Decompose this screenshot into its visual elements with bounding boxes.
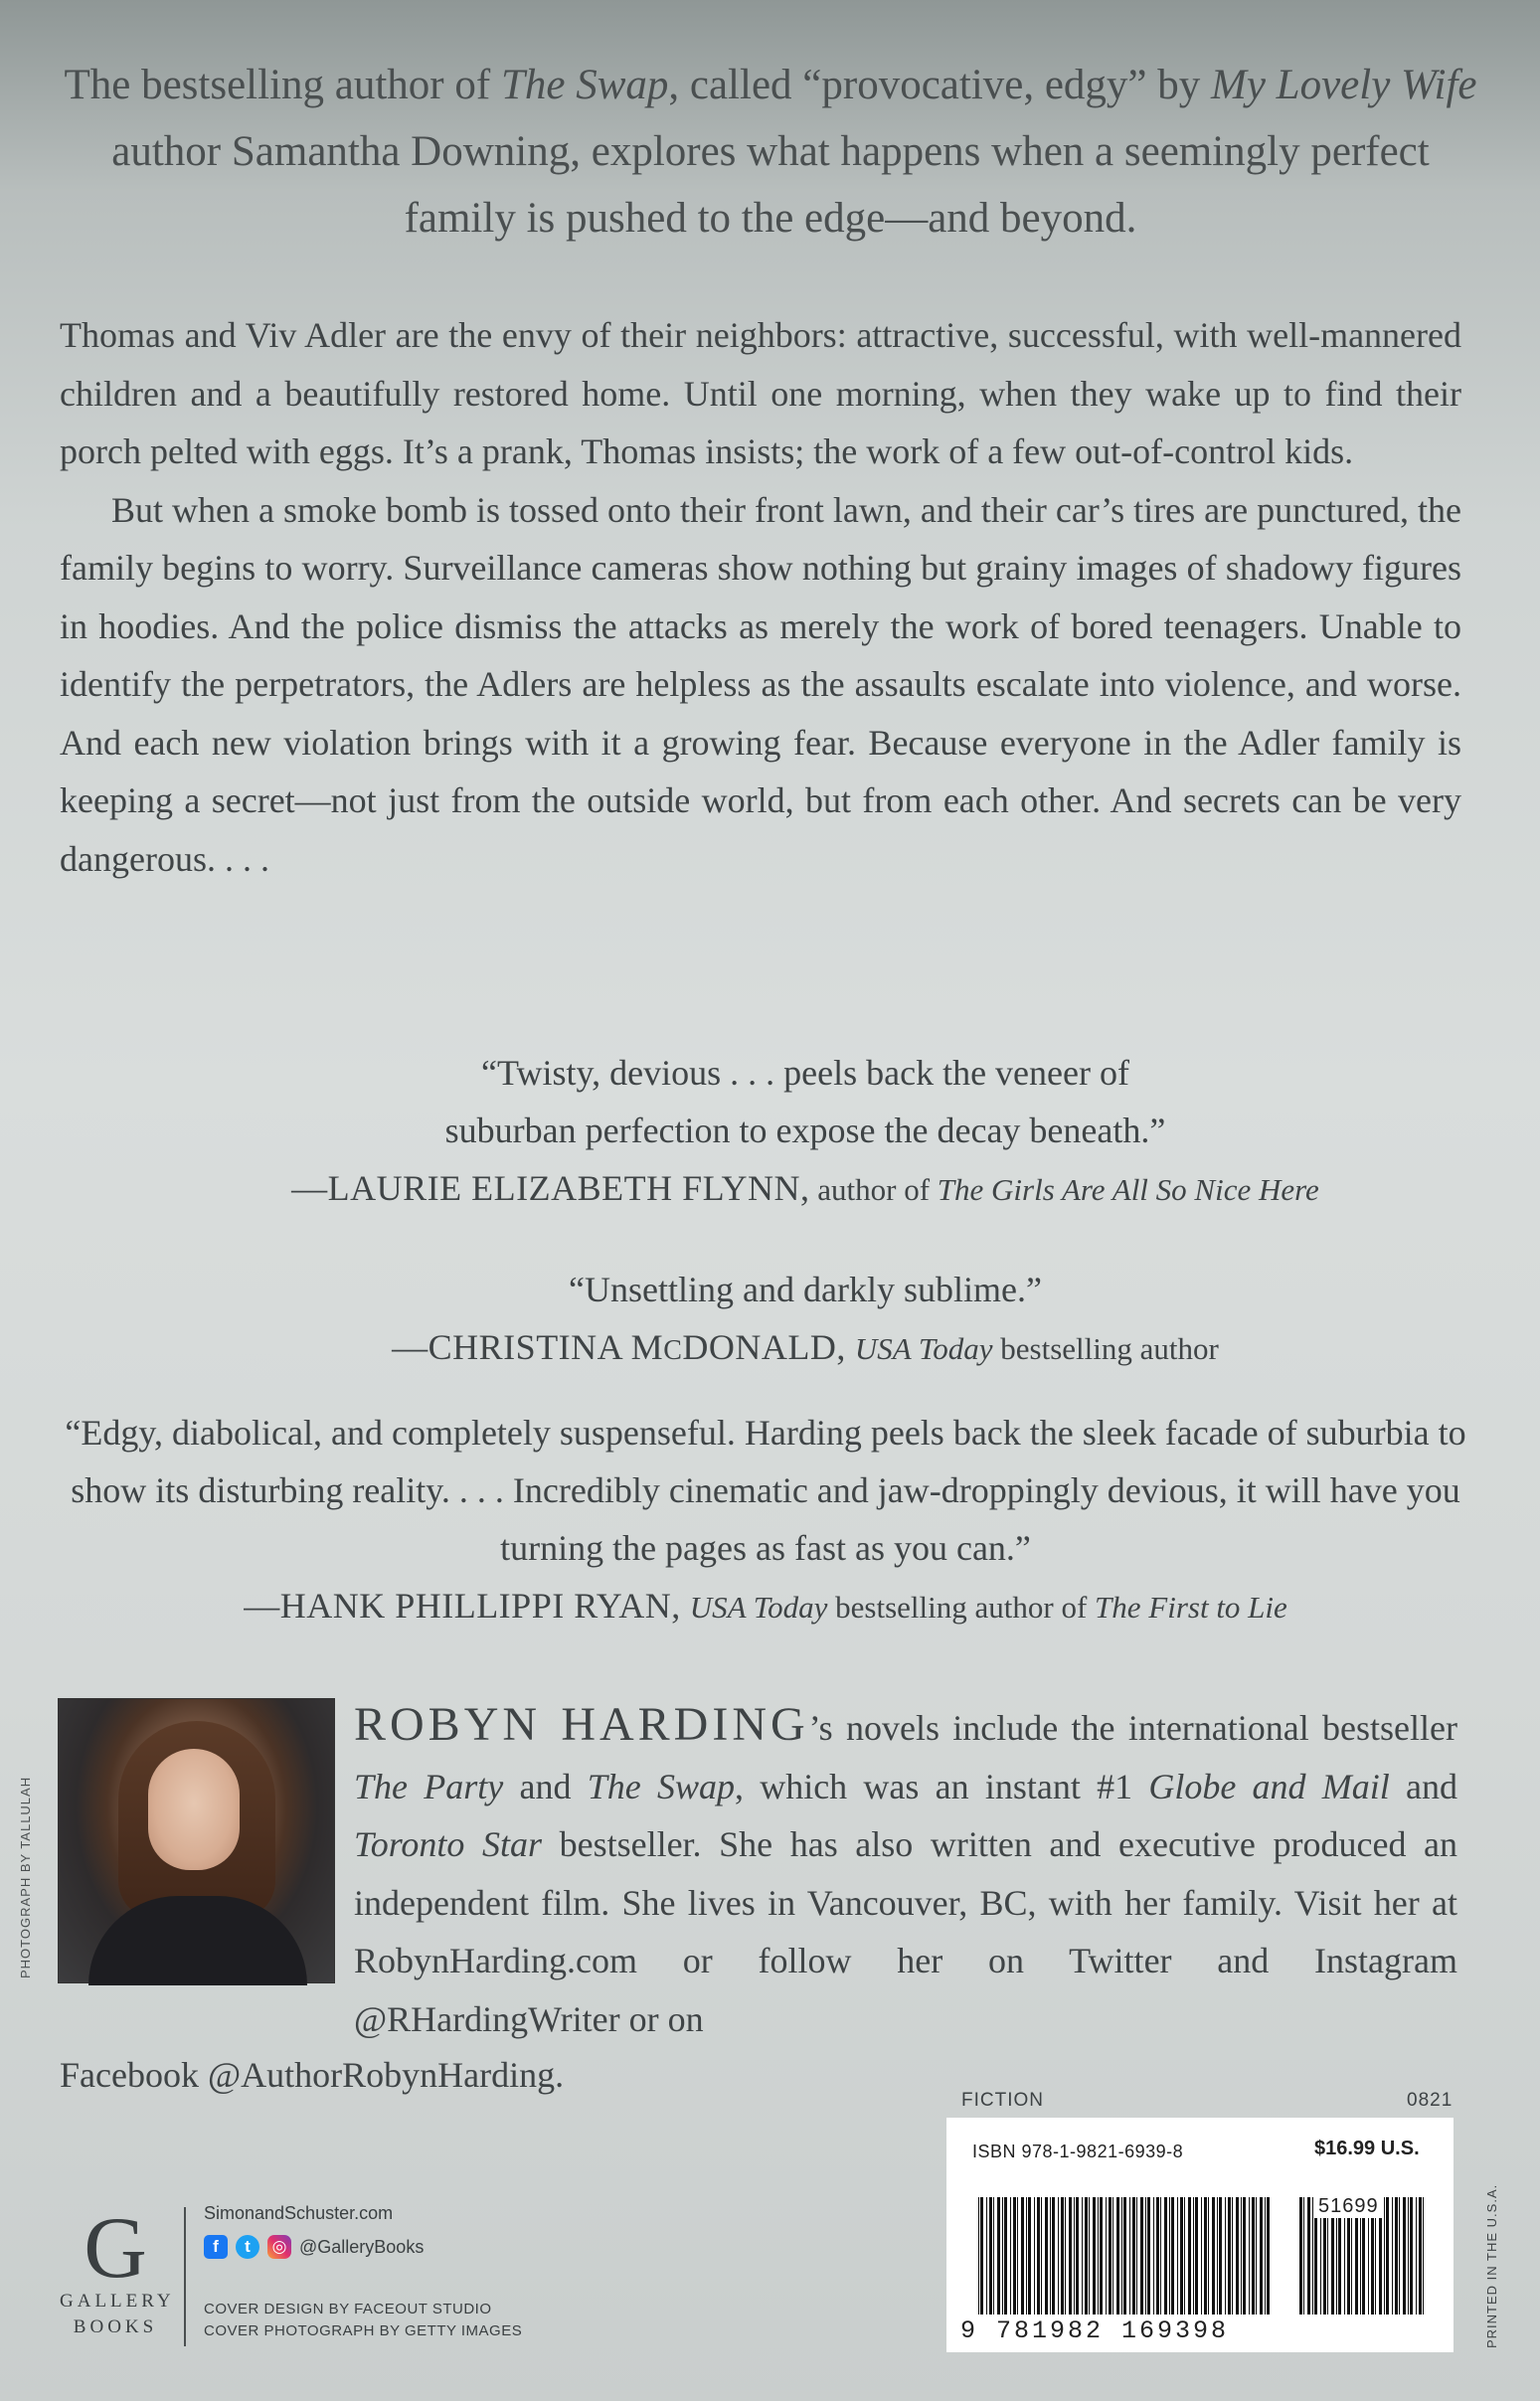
cover-design-credit: COVER DESIGN BY FACEOUT STUDIO: [204, 2301, 492, 2317]
gallery-books-logo: [60, 2200, 175, 2340]
author-bio-last-line: Facebook @AuthorRobynHarding.: [60, 2055, 565, 2095]
barcode-stripe: [1169, 2197, 1170, 2315]
author-name: ROBYN HARDING: [354, 1698, 809, 1751]
barcode-stripe: [1265, 2197, 1266, 2315]
barcode-stripe: [1026, 2197, 1027, 2315]
barcode-stripe: [1201, 2197, 1202, 2315]
blurb-text: “Unsettling and darkly sublime.”: [569, 1270, 1042, 1309]
barcode-stripe: [1129, 2197, 1130, 2315]
photo-shirt: [88, 1896, 307, 1985]
barcode-stripe: [1267, 2197, 1270, 2315]
barcode-stripe: [1410, 2197, 1413, 2315]
price-label: $16.99 U.S.: [1314, 2138, 1420, 2159]
barcode-stripe: [1085, 2197, 1088, 2315]
barcode-stripe: [1204, 2197, 1207, 2315]
blurb-attribution: [159, 1159, 1452, 1219]
description-paragraph: Thomas and Viv Adler are the envy of their neighbors: attractive, successful, with well-mannered children and a beautifully restored home. Until one morning, when they wake up to find their porch pelted with eggs. It’s a prank, Thomas insists; the work of a few out-of-control kids.: [60, 315, 1461, 471]
author-name-part: DONALD,: [682, 1327, 846, 1367]
barcode-stripe: [1249, 2197, 1250, 2315]
blurb-mcdonald: [159, 1261, 1452, 1380]
barcode-stripe: [980, 2197, 983, 2315]
book-title: The Swap: [500, 62, 669, 108]
publisher-website: SimonandSchuster.com: [204, 2203, 394, 2223]
barcode-stripe: [1037, 2197, 1040, 2315]
barcode-stripe: [1121, 2197, 1122, 2315]
barcode-stripe: [1116, 2197, 1119, 2315]
blurb-text: “Twisty, devious . . . peels back the veneer of: [481, 1053, 1129, 1093]
tagline: [60, 52, 1481, 252]
barcode-stripe: [1123, 2197, 1126, 2315]
barcode-stripe: [1013, 2197, 1016, 2315]
ean-barcode: [978, 2197, 1277, 2316]
barcode-panel: [946, 2118, 1454, 2352]
barcode-stripe: [1028, 2197, 1031, 2315]
bio-text: , which was an instant #1: [734, 1766, 1149, 1806]
barcode-stripe: [1106, 2197, 1107, 2315]
barcode-stripe: [1395, 2197, 1398, 2315]
barcode-stripe: [1021, 2197, 1024, 2315]
blurb-author: —LAURIE ELIZABETH FLYNN,: [291, 1168, 810, 1208]
barcode-stripe: [1408, 2197, 1409, 2315]
barcode-stripe: [1010, 2197, 1011, 2315]
barcode-stripe: [1171, 2197, 1174, 2315]
barcode-stripe: [997, 2197, 1000, 2315]
category-label: FICTION: [961, 2090, 1044, 2111]
barcode-stripe: [1089, 2197, 1090, 2315]
blurb-attribution: [159, 1318, 1452, 1380]
barcode-stripe: [1236, 2197, 1239, 2315]
barcode-stripe: [1132, 2197, 1135, 2315]
barcode-stripe: [1384, 2197, 1385, 2315]
blurb-attribution: [60, 1577, 1471, 1636]
price-code: 51699: [1314, 2195, 1383, 2218]
barcode-stripe: [1058, 2197, 1059, 2315]
barcode-stripe: [978, 2197, 979, 2315]
barcode-stripe: [1098, 2197, 1099, 2315]
barcode-stripe: [1041, 2197, 1042, 2315]
barcode-stripe: [1045, 2197, 1048, 2315]
twitter-icon: t: [236, 2235, 259, 2259]
barcode-stripe: [1260, 2197, 1263, 2315]
attribution-text: bestselling author: [992, 1331, 1219, 1366]
photo-credit: PHOTOGRAPH BY TALLULAH: [18, 1776, 33, 1978]
barcode-stripe: [1219, 2197, 1222, 2315]
cover-photo-credit: COVER PHOTOGRAPH BY GETTY IMAGES: [204, 2322, 523, 2339]
attribution-text: author of: [809, 1172, 938, 1207]
attribution-publication: USA Today: [854, 1331, 993, 1366]
book-title: The Party: [354, 1766, 504, 1806]
barcode-stripe: [1252, 2197, 1255, 2315]
bio-text: bestseller. She has also written and executive produced an independent film. She lives in Vancouver, BC, with her family. Visit her at RobynHarding.com or follow her on Twitter and Instagram @RHardingWriter or on: [354, 1824, 1458, 2039]
barcode-stripe: [1052, 2197, 1055, 2315]
barcode-stripe: [1074, 2197, 1075, 2315]
facebook-icon: f: [204, 2235, 228, 2259]
book-title: My Lovely Wife: [1211, 62, 1477, 108]
attribution-publication: USA Today: [689, 1590, 828, 1625]
barcode-stripe: [989, 2197, 992, 2315]
barcode-stripe: [1112, 2197, 1113, 2315]
attribution-work: The Girls Are All So Nice Here: [937, 1172, 1319, 1207]
barcode-stripe: [1403, 2197, 1406, 2315]
bio-text: and: [503, 1766, 588, 1806]
barcode-stripe: [1160, 2197, 1161, 2315]
barcode-stripe: [1100, 2197, 1103, 2315]
barcode-stripe: [1153, 2197, 1154, 2315]
barcode-stripe: [1177, 2197, 1178, 2315]
barcode-stripe: [1050, 2197, 1051, 2315]
barcode-stripe: [1140, 2197, 1143, 2315]
barcode-stripe: [1228, 2197, 1231, 2315]
author-bio: [354, 1696, 1457, 2048]
barcode-stripe: [1093, 2197, 1096, 2315]
logo-word: GALLERY: [60, 2291, 175, 2312]
attribution-work: The First to Lie: [1095, 1590, 1287, 1625]
date-code: 0821: [1407, 2090, 1454, 2111]
printed-in-label: PRINTED IN THE U.S.A.: [1484, 2183, 1499, 2348]
barcode-stripe: [986, 2197, 987, 2315]
barcode-stripe: [1109, 2197, 1112, 2315]
barcode-stripe: [1076, 2197, 1079, 2315]
barcode-stripe: [1065, 2197, 1066, 2315]
barcode-stripe: [1225, 2197, 1226, 2315]
tagline-text: The bestselling author of: [64, 62, 501, 108]
barcode-stripe: [1034, 2197, 1035, 2315]
barcode-stripe: [1256, 2197, 1257, 2315]
cover-credits: [204, 2299, 522, 2342]
barcode-stripe: [1217, 2197, 1218, 2315]
barcode-stripe: [1208, 2197, 1209, 2315]
barcode-stripe: [1193, 2197, 1194, 2315]
barcode-stripe: [1180, 2197, 1183, 2315]
barcode-stripe: [1147, 2197, 1150, 2315]
blurb-ryan: [60, 1404, 1471, 1636]
barcode-stripe: [1156, 2197, 1159, 2315]
barcode-stripe: [1392, 2197, 1393, 2315]
book-description: [60, 306, 1461, 888]
publisher-handle: @GalleryBooks: [299, 2236, 425, 2257]
barcode-stripe: [1299, 2197, 1302, 2315]
barcode-stripe: [1419, 2197, 1422, 2315]
barcode-stripe: [1164, 2197, 1167, 2315]
attribution-text: bestselling author of: [827, 1590, 1096, 1625]
barcode-stripe: [1303, 2197, 1304, 2315]
barcode-stripe: [1017, 2197, 1018, 2315]
author-name-part: C: [663, 1335, 683, 1366]
barcode-stripe: [1188, 2197, 1191, 2315]
barcode-stripe: [1002, 2197, 1003, 2315]
instagram-icon: ◎: [267, 2235, 291, 2259]
barcode-stripe: [1312, 2197, 1313, 2315]
book-title: The Swap: [587, 1766, 735, 1806]
author-photo: [58, 1698, 335, 1983]
description-paragraph: But when a smoke bomb is tossed onto their front lawn, and their car’s tires are punctured, the family begins to worry. Surveillance cameras show nothing but grainy images of shadowy figures in hoodies. And the police dismiss the attacks as merely the work of bored teenagers. Unable to identify the perpetrators, the Adlers are helpless as the assaults escalate into violence, and worse. And each new violation brings with it a growing fear. Because everyone in the Adler family is keeping a secret—not just from the outside world, but from each other. And secrets can be very dangerous. . . .: [60, 489, 1461, 879]
barcode-stripe: [1184, 2197, 1185, 2315]
barcode-stripe: [1069, 2197, 1072, 2315]
bio-text: ’s novels include the international bestseller: [808, 1708, 1458, 1748]
tagline-text: author Samantha Downing, explores what happens when a seemingly perfect family is pushed to the edge—and beyond.: [111, 128, 1430, 242]
blurb-author: [392, 1327, 846, 1367]
barcode-stripe: [1241, 2197, 1242, 2315]
barcode-stripe: [1004, 2197, 1007, 2315]
barcode-stripe: [1243, 2197, 1246, 2315]
barcode-stripe: [1416, 2197, 1417, 2315]
photo-face: [148, 1749, 240, 1870]
publication-title: Toronto Star: [354, 1824, 542, 1864]
barcode-stripe: [1145, 2197, 1146, 2315]
publication-title: Globe and Mail: [1148, 1766, 1390, 1806]
barcode-stripe: [1399, 2197, 1400, 2315]
ean-digits: 9 781982 169398: [960, 2316, 1230, 2345]
bio-text: and: [1389, 1766, 1458, 1806]
barcode-stripe: [1232, 2197, 1233, 2315]
blurb-text: “Edgy, diabolical, and completely suspenseful. Harding peels back the sleek facade of suburbia to show its disturbing reality. . . . Incredibly cinematic and jaw-droppingly devious, it will have you turning the pages as fast as you can.”: [65, 1413, 1466, 1568]
barcode-stripe: [1423, 2197, 1424, 2315]
tagline-text: , called “provocative, edgy” by: [668, 62, 1212, 108]
author-name-part: —CHRISTINA M: [392, 1327, 664, 1367]
blurb-author: —HANK PHILLIPPI RYAN,: [244, 1586, 681, 1626]
barcode-stripe: [1386, 2197, 1389, 2315]
social-handles: [204, 2235, 424, 2259]
divider: [184, 2207, 186, 2346]
barcode-stripe: [1136, 2197, 1137, 2315]
barcode-stripe: [1061, 2197, 1064, 2315]
isbn-number: ISBN 978-1-9821-6939-8: [972, 2142, 1184, 2161]
blurb-text: suburban perfection to expose the decay beneath.”: [444, 1111, 1166, 1150]
barcode-stripe: [993, 2197, 994, 2315]
barcode-stripe: [1307, 2197, 1310, 2315]
blurb-flynn: [159, 1044, 1452, 1219]
barcode-stripe: [1082, 2197, 1083, 2315]
logo-word: BOOKS: [73, 2316, 158, 2337]
barcode-stripe: [1212, 2197, 1215, 2315]
barcode-stripe: [1195, 2197, 1198, 2315]
logo-g-icon: G: [84, 2200, 147, 2297]
